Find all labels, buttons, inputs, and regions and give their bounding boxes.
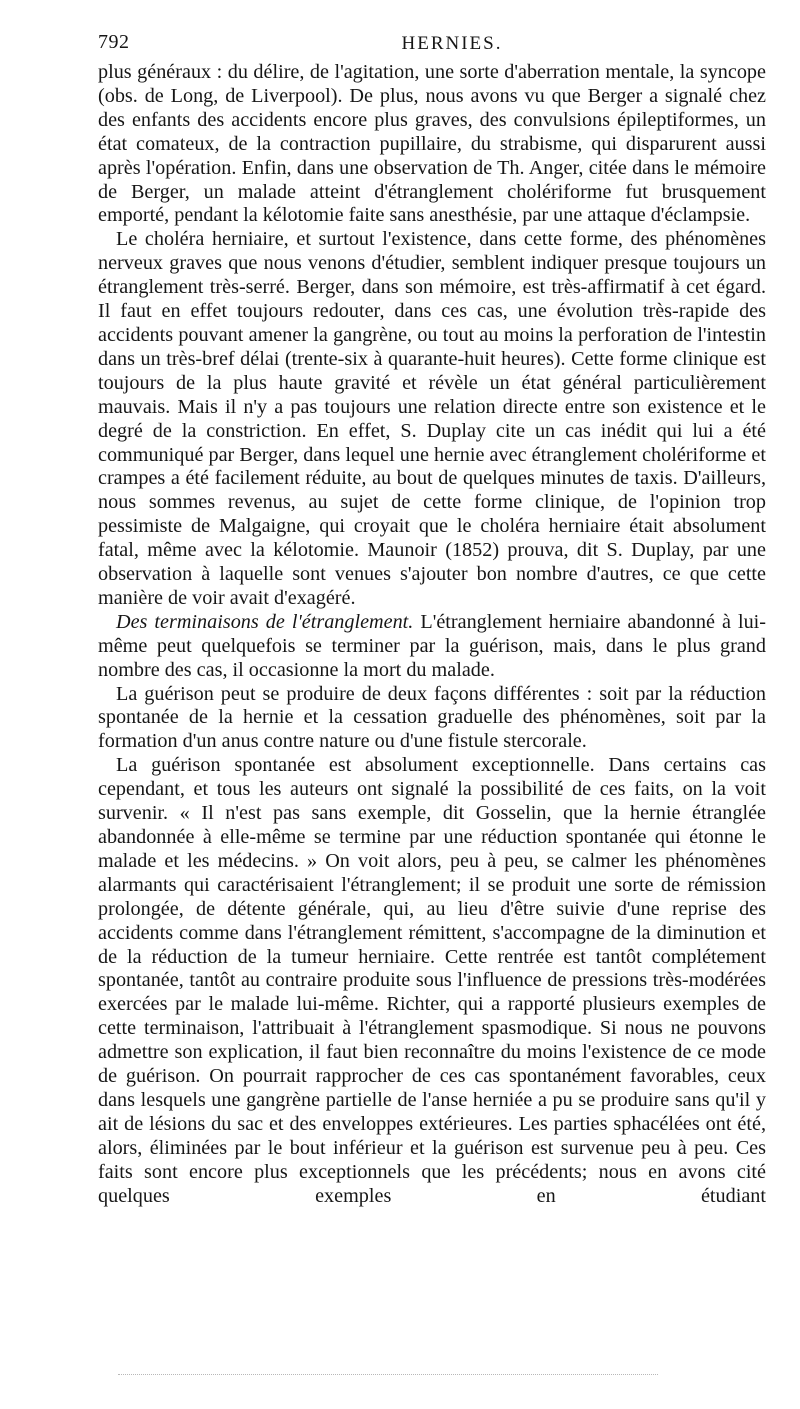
paragraph — [98, 611, 766, 683]
footer-divider — [118, 1374, 658, 1385]
paragraph: La guérison peut se produire de deux façons différentes : soit par la réduction spontanée de la hernie et la cessation graduelle des phénomènes, soit par la formation d'un anus contre nature ou d'une fistule stercorale. — [98, 682, 766, 753]
page-number: 792 — [98, 31, 130, 53]
paragraph: plus généraux : du délire, de l'agitation, une sorte d'aberration mentale, la syncope (obs. de Long, de Liverpool). De plus, nous avons vu que Berger a signalé chez des enfants des accidents encore plus graves, des convulsions épileptiformes, un état comateux, de la contraction pupillaire, du strabisme, qui disparurent aussi après l'opération. Enfin, dans une observation de Th. Anger, citée dans le mémoire de Berger, un malade atteint d'étranglement cholériforme fut brusquement emporté, pendant la kélotomie faite sans anesthésie, par une attaque d'éclampsie. — [98, 61, 766, 227]
body-text — [98, 61, 766, 1209]
page-header — [98, 31, 766, 57]
paragraph: La guérison spontanée est absolument exceptionnelle. Dans certains cas cependant, et tous les auteurs ont signalé la possibilité de ces faits, on la voit survenir. « Il n'est pas sans exemple, dit Gosselin, que la hernie étranglée abandonnée à elle-même se termine par une réduction spontanée qui étonne le malade et les médecins. » On voit alors, peu à peu, se calmer les phénomènes alarmants qui caractérisaient l'étranglement; il se produit une sorte de rémission prolongée, de détente générale, qui, au lieu d'être suivie d'une reprise des accidents comme dans l'étranglement rémittent, s'accompagne de la diminution et de la réduction de la tumeur herniaire. Cette rentrée est tantôt complétement spontanée, tantôt au contraire produite sous l'influence de pressions très-modérées exercées par le malade lui-même. Richter, qui a rapporté plusieurs exemples de cette terminaison, l'attribuait à l'étranglement spasmodique. Si nous ne pouvons admettre son explication, il faut bien reconnaître du moins l'existence de ce mode de guérison. On pourrait rapprocher de ces cas spontanément favorables, ceux dans lesquels une gangrène partielle de l'anse herniée a pu se produire sans qu'il y ait de lésions du sac et des enveloppes extérieures. Les parties sphacélées ont été, alors, éliminées par le bout inférieur et la guérison est survenue peu à peu. Ces faits sont encore plus exceptionnels que les précédents; nous en avons cité quelques exemples en étudiant — [98, 754, 766, 1207]
running-title: HERNIES. — [401, 33, 503, 54]
paragraph-text: L'étranglement herniaire abandonné à lui-même peut quelquefois se terminer par la guérison, mais, dans le plus grand nombre des cas, il occasionne la mort du malade. — [98, 610, 766, 681]
section-heading: Des terminaisons de l'étranglement. — [116, 610, 414, 633]
paragraph: Le choléra herniaire, et surtout l'existence, dans cette forme, des phénomènes nerveux graves que nous venons d'étudier, semblent indiquer presque toujours un étranglement très-serré. Berger, dans son mémoire, est très-affirmatif à cet égard. Il faut en effet toujours redouter, dans ces cas, une évolution très-rapide des accidents pouvant amener la gangrène, ou tout au moins la perforation de l'intestin dans un très-bref délai (trente-six à quarante-huit heures). Cette forme clinique est toujours de la plus haute gravité et révèle un état général particulièrement mauvais. Mais il n'y a pas toujours une relation directe entre son existence et le degré de la constriction. En effet, S. Duplay cite un cas inédit qui lui a été communiqué par Berger, dans lequel une hernie avec étranglement cholériforme et crampes a été facilement réduite, au bout de quelques minutes de taxis. D'ailleurs, nous sommes revenus, au sujet de cette forme clinique, de l'opinion trop pessimiste de Malgaigne, qui croyait que le choléra herniaire était absolument fatal, même avec la kélotomie. Maunoir (1852) prouva, dit S. Duplay, par une observation à laquelle sont venues s'ajouter bon nombre d'autres, ce que cette manière de voir avait d'exagéré. — [98, 228, 766, 609]
